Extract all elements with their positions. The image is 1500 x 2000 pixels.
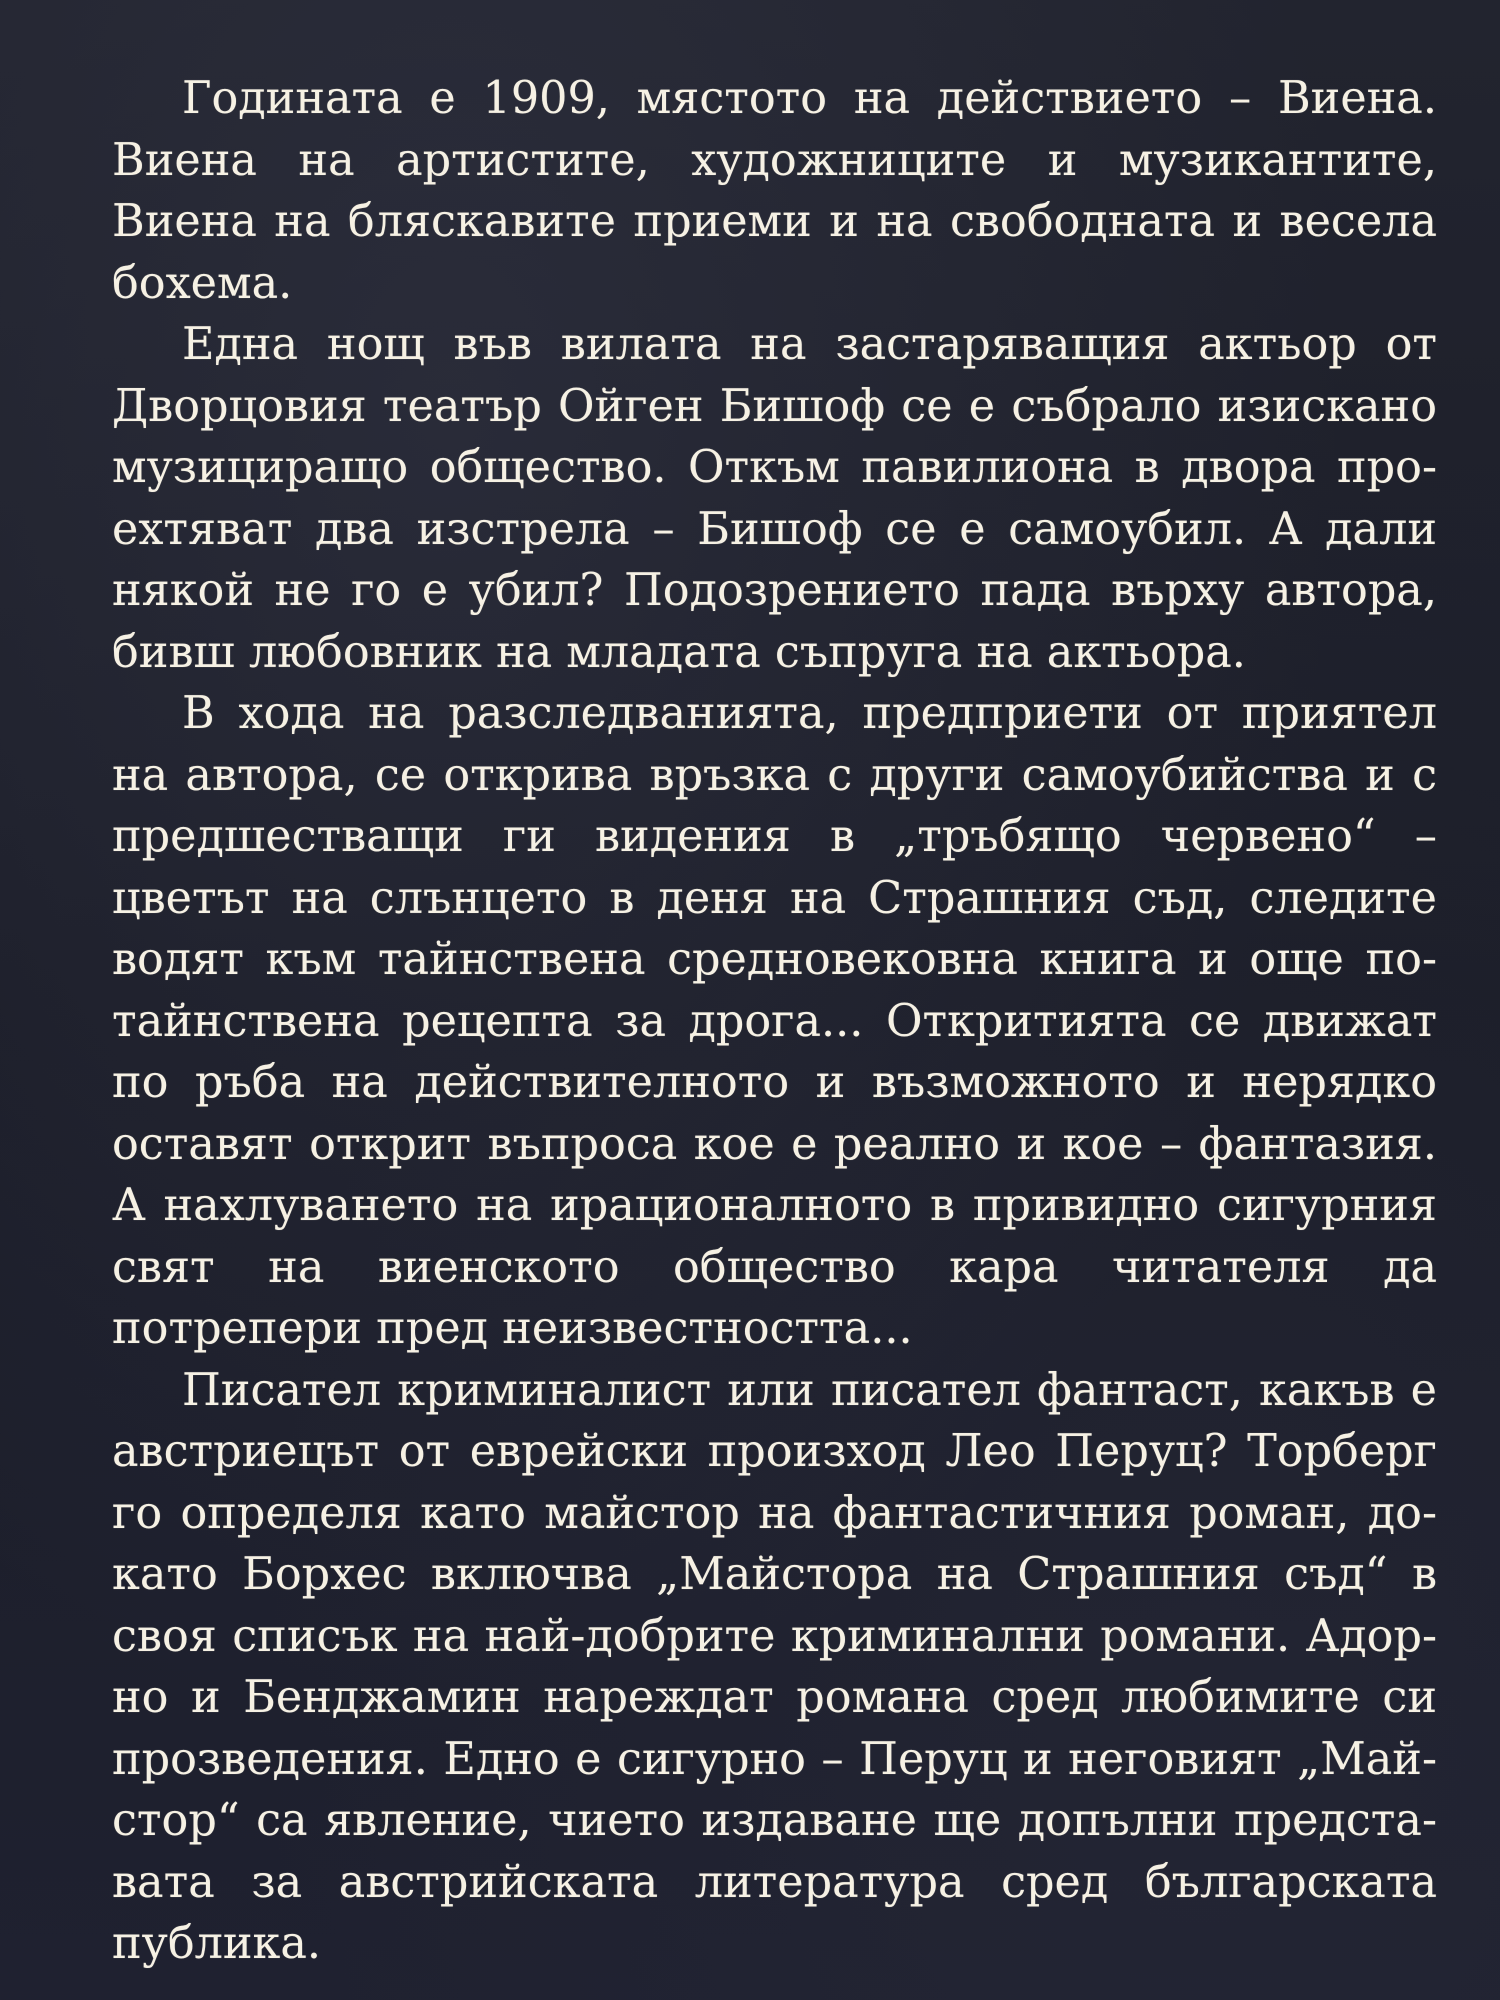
blurb-paragraph-2: Една нощ във вилата на застаряващия актьор от Дворцовия театър Ойген Бишоф се е събрало изискано музициращо общество. Откъм павилиона в двора проехтяват два изстрела – Бишоф се е самоубил. А дали някой не го е убил? Подозрението пада върху автора, бивш любовник на младата съпруга на актьора. [112,319,1437,678]
blurb-paragraph-4: Писател криминалист или писател фантаст, какъв е австриецът от еврейски произход Лео Перуц? Торберг го определя като майстор на фантастичния роман, докато Борхес включва „Майстора на Страшния съд“ в своя списък на най-добрите криминални романи. Адорно и Бенджамин нареждат романа сред любимите си прозведения. Едно е сигурно – Перуц и неговият „Майстор“ са явление, чието издаване ще допълни представата за австрийската литература сред българската публика. [112,1364,1437,1969]
blurb-paragraph-3: В хода на разследванията, предприети от приятел на автора, се открива връзка с други самоубийства и с предшестващи ги видения в „тръбящо червено“ – цветът на слънцето в деня на Страшния съд, следите водят към тайнствена средновековна книга и още по-тайнствена рецепта за дрога... Откритията се движат по ръба на действителното и възможното и нерядко оставят открит въпроса кое е реално и кое – фантазия. А нахлуването на ирационалното в привидно сигурния свят на виенското общество кара читателя да потрепери пред неизвестността... [112,688,1437,1354]
blurb-paragraph-1: Годината е 1909, мястото на действието – Виена. Виена на артистите, художниците и музикантите, Виена на бляскавите приеми и на свободната и весела бохема. [112,73,1437,309]
blurb-text [112,68,1437,1975]
